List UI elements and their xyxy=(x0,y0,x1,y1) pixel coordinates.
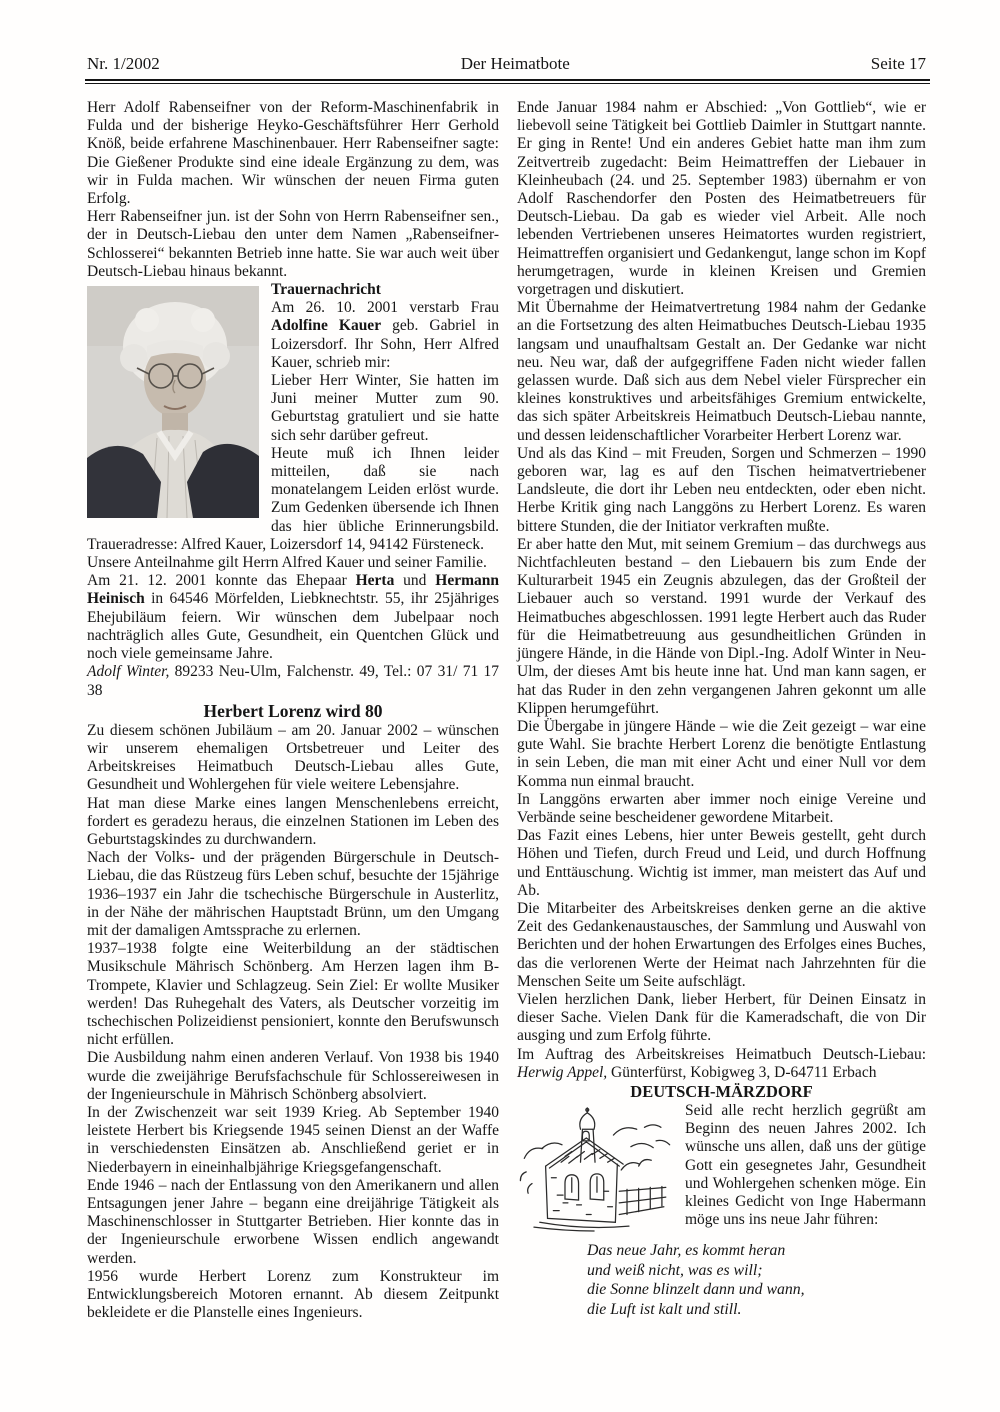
issue-number: Nr. 1/2002 xyxy=(87,54,160,73)
poem xyxy=(587,1241,926,1319)
right-column xyxy=(517,99,926,1319)
portrait-photo xyxy=(87,286,259,518)
article-paragraph: Ende Januar 1984 nahm er Abschied: „Von Gottlieb“, wie er liebevoll seine Tätigkeit bei Gottlieb Daimler in Stuttgart nannte. Er ging in Rente! Und ein anderes Gebiet hatte man ihm zum Zeitvertreib zugedacht: Beim Heimattreffen der Liebauer in Kleinheubach (24. und 25. September 1983) übernahm er von Adolf Raschendorfer den Posten des Heimatbetreuers für Deutsch-Liebau. Da gab es wieder viel Arbeit. Alle noch lebenden Vertriebenen unseres Heimatortes wurden registriert, Heimattreffen organisiert und Gedankengut, lange schon im Kopf herumgetragen, wurde in kleinen Kreisen und Gremien vorgetragen und diskutiert. xyxy=(517,99,926,299)
newsletter-title: Der Heimatbote xyxy=(460,54,570,73)
poem-line: die Luft ist kalt und still. xyxy=(587,1300,742,1318)
article-paragraph: 1956 wurde Herbert Lorenz zum Konstrukteur im Entwicklungsbereich Motoren ernannt. Ab diesem Zeitpunkt bekleidete er die Planstelle eines Ingenieurs. xyxy=(87,1267,499,1322)
obituary-paragraph: Heute muß ich Ihnen leider mitteilen, daß sie nach monatelangem Leiden erlöst wurde. Zum Gedenken übersende ich Ihnen das hier übliche Erinnerungsbild. Traueradresse: Alfred Kauer, Loizersdorf 14, 94142 Fürsteneck. xyxy=(87,444,499,553)
text-run: Am 26. 10. 2001 verstarb Frau xyxy=(271,299,499,317)
maerzdorf-heading: DEUTSCH-MÄRZDORF xyxy=(630,1081,813,1101)
text-run: Am 21. 12. 2001 konnte das Ehepaar xyxy=(87,572,356,590)
article-paragraph: Die Übergabe in jüngere Hände – wie die Zeit gezeigt – war eine gute Wahl. Sie brachte Herbert Lorenz die benötigte Entlastung in sein Leben, die man mit einer Acht und einer Null vor dem Komma nun einmal braucht. xyxy=(517,717,926,790)
header-rule xyxy=(85,79,930,84)
page-number: Seite 17 xyxy=(870,54,926,73)
author-name-italic: Herwig Appel, xyxy=(517,1063,608,1081)
article-paragraph: Vielen herzlichen Dank, lieber Herbert, für Deinen Einsatz in dieser Sache. Vielen Dank für die Kameradschaft, die von Dir ausging und zum Erfolg führte. xyxy=(517,990,926,1045)
article-paragraph: Herr Rabenseifner jun. ist der Sohn von Herrn Rabenseifner sen., der in Deutsch-Liebau den unter dem Namen „Rabenseifner-Schlosserei“ bekannten Betrieb inne hatte. Sie war auch weit über Deutsch-Liebau hinaus bekannt. xyxy=(87,208,499,280)
text-run: Im Auftrag des Arbeitskreises Heimatbuch Deutsch-Liebau: xyxy=(517,1045,926,1063)
text-run: in 64546 Mörfelden, Liebknechtstr. 55, ihr 25jähriges Ehejubiläum feiern. Wir wünschen dem Jubelpaar noch nachträglich alles Gute, Gesundheit, ein Quentchen Glück und noch viele gemeinsame Jahre. xyxy=(87,590,499,663)
article-paragraph: In Langgöns erwarten aber immer noch einige Vereine und Verbände seine bescheidener gewordene Mitarbeit. xyxy=(517,790,926,826)
text-run: 89233 Neu-Ulm, Falchenstr. 49, Tel.: 07 31/ 71 17 38 xyxy=(87,663,499,699)
obituary-section xyxy=(87,281,499,700)
article-paragraph: In der Zwischenzeit war seit 1939 Krieg. Ab September 1940 leistete Herbert bis Kriegsende 1945 seinen Dienst an der Waffe in verschiedensten Einsätzen ab. Anschließend geriet er in Niederbayern in eineinhalbjährige Kriegsgefangenschaft. xyxy=(87,1103,499,1176)
poem-line: und weiß nicht, was es will; xyxy=(587,1261,763,1279)
article-paragraph: Er aber hatte den Mut, mit seinem Gremium – das durchwegs aus Nichtfachleuten bestand – den Liebauern bis zum Ende der Kulturarbeit 1945 ein Zeugnis abzulegen, das der Großteil der Liebauer auch so verstand. 1991 wurde der Verkauf des Heimatbuches abgeschlossen. 1991 legte Herbert auch das Ruder für die Heimatbetreuung aus gesundheitlichen Gründen in jüngere Hände, in die Hände von Dipl.-Ing. Adolf Winter in Neu-Ulm, der dieses Amt bis heute inne hat. Und man kann sagen, er hat das Ruder in den zehn vergangenen Jahren gekonnt um alle Klippen herumgeführt. xyxy=(517,535,926,717)
obituary-paragraph: Unsere Anteilnahme gilt Herrn Alfred Kauer und seiner Familie. xyxy=(87,554,487,572)
article-paragraph: Die Ausbildung nahm einen anderen Verlauf. Von 1938 bis 1940 wurde die zweijährige Berufsfachschule für Schlossereiwesen in der Ingenieurschule in Mährisch Schönberg absolviert. xyxy=(87,1049,499,1103)
article-paragraph: Ende 1946 – nach der Entlassung von den Amerikanern und allen Entsagungen jener Jahre – begann eine dreijährige Tätigkeit als Maschinenschlosser in Stuttgarter Betrieben. Hier konnte das in der Ingenieurschule erworbene Wissen endlich angewandt werden. xyxy=(87,1176,499,1267)
article-paragraph: Und als das Kind – mit Freuden, Sorgen und Schmerzen – 1990 geboren war, lag es auf den Tischen heimatvertriebener Landsleute, die dort ihr Leben neu entdeckten, oder eben nicht. Herbe Kritik ging nach Langgöns zu Herbert Lorenz. Es waren bittere Stunden, die der Initiator verkraften mußte. xyxy=(517,444,926,535)
article-paragraph: Hat man diese Marke eines langen Menschenlebens erreicht, fordert es geradezu heraus, die einzelnen Stationen im Leben des Geburtstagskindes zu durchwandern. xyxy=(87,794,499,848)
text-run: und xyxy=(394,572,436,590)
poem-line: die Sonne blinzelt dann und wann, xyxy=(587,1281,805,1299)
poem-line: Das neue Jahr, es kommt heran xyxy=(587,1242,786,1260)
article-heading-herbert-lorenz: Herbert Lorenz wird 80 xyxy=(203,700,383,721)
signature-line xyxy=(87,663,499,699)
article-paragraph: 1937–1938 folgte eine Weiterbildung an der städtischen Musikschule Mährisch Schönberg. Am Herzen lagen ihm B-Trompete, Klavier und Schlagzeug. Sein Ziel: Er wollte Musiker werden! Das Ruhegehalt des Vaters, als Deutscher vorzeitig im tschechischen Polizeidienst pensioniert, konnte den Berufswunsch nicht erfüllen. xyxy=(87,940,499,1049)
text-run: geb. Gabriel in Loizersdorf. Ihr Sohn, Herr Alfred Kauer, schrieb mir: xyxy=(271,317,499,371)
obituary-heading: Trauernachricht xyxy=(271,281,381,299)
article-paragraph: Zu diesem schönen Jubiläum – am 20. Januar 2002 – wünschen wir unserem ehemaligen Ortsbetreuer und Leiter des Arbeitskreises Heimatbuch Deutsch-Liebau alles Gute, Gesundheit und Wohlergehen für viele weitere Lebensjahre. xyxy=(87,721,499,794)
text-run: Günterfürst, Kobigweg 3, D-64711 Erbach xyxy=(607,1063,877,1081)
left-column xyxy=(87,99,499,1322)
credit-line xyxy=(517,1046,926,1082)
obituary-name-bold: Adolfine Kauer xyxy=(271,317,382,335)
page-header xyxy=(87,54,926,74)
anniversary-paragraph xyxy=(87,572,499,663)
article-paragraph: Herr Adolf Rabenseifner von der Reform-Maschinenfabrik in Fulda und der bisherige Heyko-Geschäftsführer Herr Gerhold Knöß, beide erfahrene Maschinenbauer. Herr Rabenseifner sagte: Die Gießener Produkte sind eine ideale Ergänzung zu dem, was wir in Fulda machen. Wir wünschen der neuen Firma guten Erfolg. xyxy=(87,99,499,208)
anniversary-name-bold: Herta xyxy=(355,572,395,590)
church-sketch-illustration xyxy=(517,1106,675,1232)
author-name-italic: Adolf Winter, xyxy=(87,663,170,681)
obituary-paragraph: Lieber Herr Winter, Sie hatten im Juni meiner Mutter zum 90. Geburtstag gratuliert und sie hatte sich sehr darüber gefreut. xyxy=(271,372,499,444)
maerzdorf-paragraph: Seid alle recht herzlich gegrüßt am Beginn des neuen Jahres 2002. Ich wünsche uns allen, daß uns der gütige Gott ein gesegnetes Jahr, Gesundheit und Wohlergehen schenken möge. Ein kleines Gedicht von Inge Habermann möge uns ins neue Jahr führen: xyxy=(685,1101,926,1229)
article-paragraph: Nach der Volks- und der prägenden Bürgerschule in Deutsch-Liebau, die das Rüstzeug fürs Leben schuf, besuchte der 15jährige 1936–1937 ein Jahr die tschechische Bürgerschule in Austerlitz, in der Nähe der mährischen Hauptstadt Brünn, um den Umgang mit der damaligen Amtssprache zu erlernen. xyxy=(87,849,499,939)
maerzdorf-section xyxy=(517,1082,926,1319)
anniversary-name-bold: Hermann Heinisch xyxy=(87,572,500,608)
article-paragraph: Mit Übernahme der Heimatvertretung 1984 nahm der Gedanke an die Fortsetzung des alten Heimatbuches Deutsch-Liebau 1935 langsam und unaufhaltsam Gestalt an. Der Gedanke war nicht neu. Neu war, daß der aufgegriffene Faden nicht wieder fallen gelassen wurde. Daß sich aus dem Nebel vieler Fürsprecher ein kleines konstruktives und arbeitsfähiges Gremium entwickelte, das sich später Arbeitskreis Heimatbuch Deutsch-Liebau nannte, und dessen leidenschaftlicher Vorarbeiter Herbert Lorenz war. xyxy=(517,299,926,444)
article-paragraph: Das Fazit eines Lebens, hier unter Beweis gestellt, geht durch Höhen und Tiefen, durch Freud und Leid, und durch Hoffnung und Enttäuschung. Wichtig ist immer, man meistert das Auf und Ab. xyxy=(517,827,926,899)
article-paragraph: Die Mitarbeiter des Arbeitskreises denken gerne an die aktive Zeit des Gedankenaustausches, der Sammlung und Auswahl von Berichten und der hohen Erwartungen des Erfolges eines Buches, das die verlorenen Werte der Heimat nach Jahrzehnten für die Menschen Seite um Seite aufschlägt. xyxy=(517,899,926,990)
